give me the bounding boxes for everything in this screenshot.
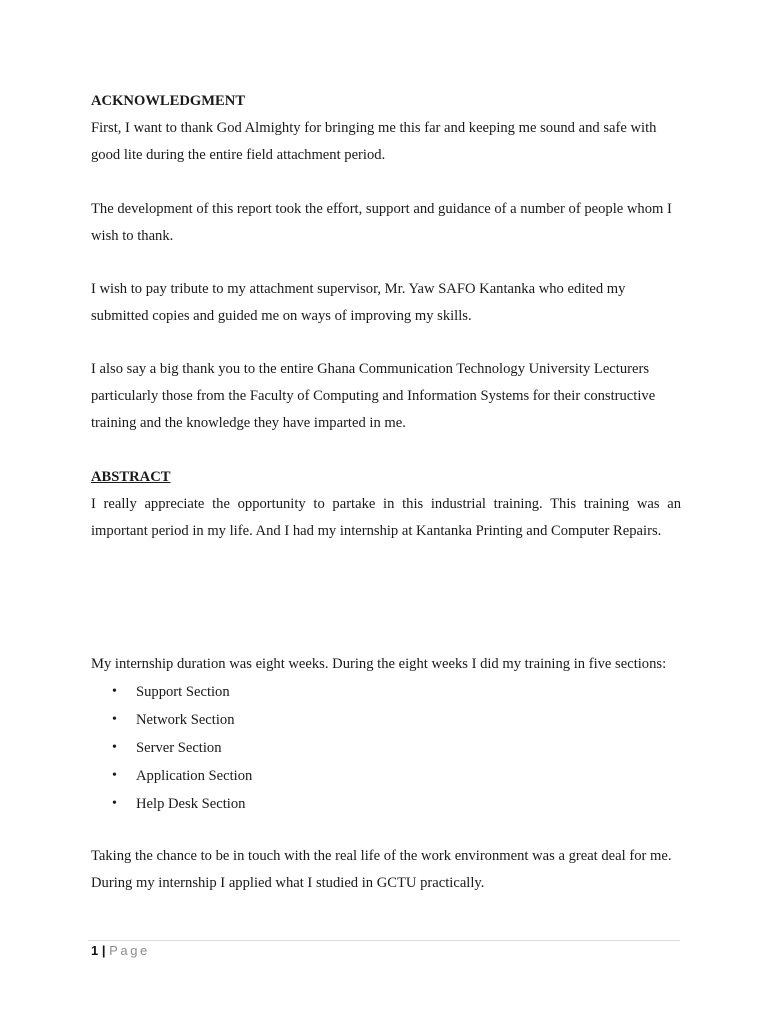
bullet-icon: • — [112, 684, 117, 699]
footer-divider — [88, 940, 680, 941]
abstract-heading: ABSTRACT — [91, 469, 171, 485]
bullet-icon: • — [112, 768, 117, 783]
acknowledgment-heading: ACKNOWLEDGMENT — [91, 93, 246, 109]
acknowledgment-paragraph-3: I wish to pay tribute to my attachment supervisor, Mr. Yaw SAFO Kantanka who edited my submitted copies and guided me on ways of improving my skills. — [91, 281, 626, 324]
list-item: • Server Section — [91, 734, 252, 762]
list-item: • Application Section — [91, 762, 252, 790]
page-footer — [91, 942, 150, 960]
list-item: • Support Section — [91, 678, 252, 706]
abstract-closing-paragraph: Taking the chance to be in touch with the real life of the work environment was a great deal for me. During my internship I applied what I studied in GCTU practically. — [91, 848, 672, 891]
list-item: • Network Section — [91, 706, 252, 734]
bullet-icon: • — [112, 796, 117, 811]
sections-list — [91, 678, 252, 818]
acknowledgment-paragraph-2: The development of this report took the effort, support and guidance of a number of people whom I wish to thank. — [91, 201, 672, 244]
acknowledgment-paragraph-4: I also say a big thank you to the entire Ghana Communication Technology University Lecturers particularly those from the Faculty of Computing and Information Systems for their constructive training and the knowledge they have imparted in me. — [91, 361, 656, 431]
list-item: • Help Desk Section — [91, 790, 252, 818]
abstract-duration-paragraph: My internship duration was eight weeks. During the eight weeks I did my training in five sections: — [91, 656, 667, 672]
page-label: Page — [109, 943, 150, 958]
acknowledgment-paragraph-1: First, I want to thank God Almighty for bringing me this far and keeping me sound and safe with good lite during the entire field attachment period. — [91, 120, 657, 163]
bullet-icon: • — [112, 740, 117, 755]
bullet-icon: • — [112, 712, 117, 727]
abstract-intro-paragraph: I really appreciate the opportunity to partake in this industrial training. This training was an important period in my life. And I had my internship at Kantanka Printing and Computer Repairs. — [91, 496, 681, 539]
footer-separator: | — [101, 943, 106, 958]
page-number: 1 — [91, 943, 99, 958]
